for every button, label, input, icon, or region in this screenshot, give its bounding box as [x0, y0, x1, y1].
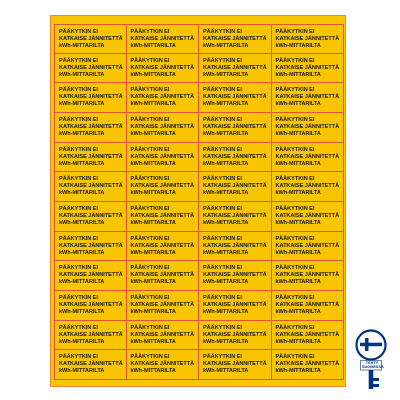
- sticker-label-text: PÄÄKYTKIN EI KATKAISE JÄNNITETTÄ kWh-MITTARILTA: [203, 324, 267, 345]
- sticker-label: [127, 172, 200, 202]
- sticker-label: [199, 83, 272, 113]
- sticker-label-text: PÄÄKYTKIN EI KATKAISE JÄNNITETTÄ kWh-MITTARILTA: [275, 57, 340, 78]
- sticker-label-text: PÄÄKYTKIN EI KATKAISE JÄNNITETTÄ kWh-MITTARILTA: [130, 116, 195, 137]
- sticker-label-text: PÄÄKYTKIN EI KATKAISE JÄNNITETTÄ kWh-MITTARILTA: [59, 324, 123, 345]
- sticker-label-text: PÄÄKYTKIN EI KATKAISE JÄNNITETTÄ kWh-MITTARILTA: [130, 87, 195, 108]
- sticker-label-text: PÄÄKYTKIN EI KATKAISE JÄNNITETTÄ kWh-MITTARILTA: [275, 29, 340, 49]
- sticker-label: [199, 291, 272, 321]
- sticker-label-text: PÄÄKYTKIN EI KATKAISE JÄNNITETTÄ kWh-MITTARILTA: [275, 324, 340, 345]
- sticker-label-text: PÄÄKYTKIN EI KATKAISE JÄNNITETTÄ kWh-MITTARILTA: [275, 176, 340, 197]
- sticker-label: [199, 54, 272, 84]
- sticker-label-text: PÄÄKYTKIN EI KATKAISE JÄNNITETTÄ kWh-MITTARILTA: [130, 354, 195, 375]
- sticker-label-text: PÄÄKYTKIN EI KATKAISE JÄNNITETTÄ kWh-MITTARILTA: [203, 176, 267, 197]
- sticker-label: [199, 172, 272, 202]
- sticker-label-text: PÄÄKYTKIN EI KATKAISE JÄNNITETTÄ kWh-MITTARILTA: [275, 116, 340, 137]
- sticker-label-text: PÄÄKYTKIN EI KATKAISE JÄNNITETTÄ kWh-MITTARILTA: [203, 87, 267, 108]
- sticker-label-text: PÄÄKYTKIN EI KATKAISE JÄNNITETTÄ kWh-MITTARILTA: [203, 29, 267, 49]
- sticker-label: [127, 54, 200, 84]
- sticker-label-text: PÄÄKYTKIN EI KATKAISE JÄNNITETTÄ kWh-MITTARILTA: [275, 235, 340, 256]
- sticker-label: [272, 232, 345, 262]
- sticker-label-text: PÄÄKYTKIN EI KATKAISE JÄNNITETTÄ kWh-MITTARILTA: [275, 146, 340, 167]
- sticker-label-text: PÄÄKYTKIN EI KATKAISE JÄNNITETTÄ kWh-MITTARILTA: [130, 146, 195, 167]
- sticker-label-text: PÄÄKYTKIN EI KATKAISE JÄNNITETTÄ kWh-MITTARILTA: [203, 146, 267, 167]
- sticker-label-text: PÄÄKYTKIN EI KATKAISE JÄNNITETTÄ kWh-MITTARILTA: [59, 265, 123, 286]
- sticker-label: [127, 261, 200, 291]
- sticker-label-text: PÄÄKYTKIN EI KATKAISE JÄNNITETTÄ kWh-MITTARILTA: [203, 205, 267, 226]
- sticker-label-text: PÄÄKYTKIN EI KATKAISE JÄNNITETTÄ kWh-MITTARILTA: [59, 205, 123, 226]
- sticker-label-text: PÄÄKYTKIN EI KATKAISE JÄNNITETTÄ kWh-MITTARILTA: [275, 265, 340, 286]
- sticker-label: [272, 291, 345, 321]
- sticker-label: [272, 143, 345, 173]
- sticker-label-text: PÄÄKYTKIN EI KATKAISE JÄNNITETTÄ kWh-MITTARILTA: [203, 116, 267, 137]
- sticker-label: [54, 172, 127, 202]
- sticker-label: [54, 24, 127, 54]
- sticker-label: [127, 291, 200, 321]
- sticker-label-text: PÄÄKYTKIN EI KATKAISE JÄNNITETTÄ kWh-MITTARILTA: [275, 205, 340, 226]
- sticker-label-text: PÄÄKYTKIN EI KATKAISE JÄNNITETTÄ kWh-MITTARILTA: [275, 354, 340, 375]
- sticker-label: [127, 113, 200, 143]
- sticker-label: [127, 143, 200, 173]
- sticker-label-text: PÄÄKYTKIN EI KATKAISE JÄNNITETTÄ kWh-MITTARILTA: [59, 235, 123, 256]
- sticker-label: [199, 232, 272, 262]
- sticker-label-text: PÄÄKYTKIN EI KATKAISE JÄNNITETTÄ kWh-MITTARILTA: [203, 235, 267, 256]
- sticker-label-text: PÄÄKYTKIN EI KATKAISE JÄNNITETTÄ kWh-MITTARILTA: [203, 294, 267, 315]
- sticker-label-text: PÄÄKYTKIN EI KATKAISE JÄNNITETTÄ kWh-MITTARILTA: [130, 176, 195, 197]
- sticker-label: [54, 350, 127, 380]
- sticker-label: [54, 261, 127, 291]
- sticker-label-text: PÄÄKYTKIN EI KATKAISE JÄNNITETTÄ kWh-MITTARILTA: [130, 294, 195, 315]
- sticker-label: [272, 54, 345, 84]
- sticker-label: [54, 143, 127, 173]
- sticker-label-text: PÄÄKYTKIN EI KATKAISE JÄNNITETTÄ kWh-MITTARILTA: [130, 205, 195, 226]
- badge-text: TEHTY SUOMESSA: [362, 361, 384, 370]
- sticker-label-text: PÄÄKYTKIN EI KATKAISE JÄNNITETTÄ kWh-MITTARILTA: [59, 176, 123, 197]
- sticker-label: [127, 321, 200, 351]
- sticker-label: [199, 113, 272, 143]
- sticker-label: [54, 54, 127, 84]
- sticker-label: [199, 261, 272, 291]
- sticker-label: [127, 350, 200, 380]
- sticker-label: [127, 24, 200, 54]
- sticker-label: [127, 202, 200, 232]
- sticker-label-text: PÄÄKYTKIN EI KATKAISE JÄNNITETTÄ kWh-MITTARILTA: [130, 57, 195, 78]
- sticker-label-text: PÄÄKYTKIN EI KATKAISE JÄNNITETTÄ kWh-MITTARILTA: [59, 146, 123, 167]
- label-grid: [54, 24, 344, 380]
- sticker-label: [199, 321, 272, 351]
- sticker-label-text: PÄÄKYTKIN EI KATKAISE JÄNNITETTÄ kWh-MITTARILTA: [59, 57, 123, 78]
- sticker-label-text: PÄÄKYTKIN EI KATKAISE JÄNNITETTÄ kWh-MITTARILTA: [59, 116, 123, 137]
- sticker-label-text: PÄÄKYTKIN EI KATKAISE JÄNNITETTÄ kWh-MITTARILTA: [203, 354, 267, 375]
- sticker-label: [272, 172, 345, 202]
- sticker-label-text: PÄÄKYTKIN EI KATKAISE JÄNNITETTÄ kWh-MITTARILTA: [275, 87, 340, 108]
- sticker-label-text: PÄÄKYTKIN EI KATKAISE JÄNNITETTÄ kWh-MITTARILTA: [203, 57, 267, 78]
- sticker-label-text: PÄÄKYTKIN EI KATKAISE JÄNNITETTÄ kWh-MITTARILTA: [59, 29, 123, 49]
- sticker-label-text: PÄÄKYTKIN EI KATKAISE JÄNNITETTÄ kWh-MITTARILTA: [59, 354, 123, 375]
- sticker-label: [272, 350, 345, 380]
- sticker-label-text: PÄÄKYTKIN EI KATKAISE JÄNNITETTÄ kWh-MITTARILTA: [130, 265, 195, 286]
- label-sheet: [50, 15, 346, 387]
- sticker-label: [199, 24, 272, 54]
- sticker-label-text: PÄÄKYTKIN EI KATKAISE JÄNNITETTÄ kWh-MITTARILTA: [130, 235, 195, 256]
- sticker-label: [199, 350, 272, 380]
- sticker-label: [54, 291, 127, 321]
- sticker-label: [54, 232, 127, 262]
- sticker-label: [272, 83, 345, 113]
- sticker-label: [272, 261, 345, 291]
- sticker-label-text: PÄÄKYTKIN EI KATKAISE JÄNNITETTÄ kWh-MITTARILTA: [130, 324, 195, 345]
- sticker-label: [272, 202, 345, 232]
- sticker-label: [199, 202, 272, 232]
- sticker-label: [54, 113, 127, 143]
- sticker-label: [199, 143, 272, 173]
- sticker-label: [272, 321, 345, 351]
- sticker-label: [272, 24, 345, 54]
- sticker-label-text: PÄÄKYTKIN EI KATKAISE JÄNNITETTÄ kWh-MITTARILTA: [203, 265, 267, 286]
- sticker-label: [127, 83, 200, 113]
- sticker-label: [54, 202, 127, 232]
- sticker-label-text: PÄÄKYTKIN EI KATKAISE JÄNNITETTÄ kWh-MITTARILTA: [59, 87, 123, 108]
- sticker-label-text: PÄÄKYTKIN EI KATKAISE JÄNNITETTÄ kWh-MITTARILTA: [130, 29, 195, 49]
- sticker-label: [54, 321, 127, 351]
- sticker-label-text: PÄÄKYTKIN EI KATKAISE JÄNNITETTÄ kWh-MITTARILTA: [59, 294, 123, 315]
- sticker-label: [54, 83, 127, 113]
- sticker-label: [272, 113, 345, 143]
- sticker-label: [127, 232, 200, 262]
- sticker-label-text: PÄÄKYTKIN EI KATKAISE JÄNNITETTÄ kWh-MITTARILTA: [275, 294, 340, 315]
